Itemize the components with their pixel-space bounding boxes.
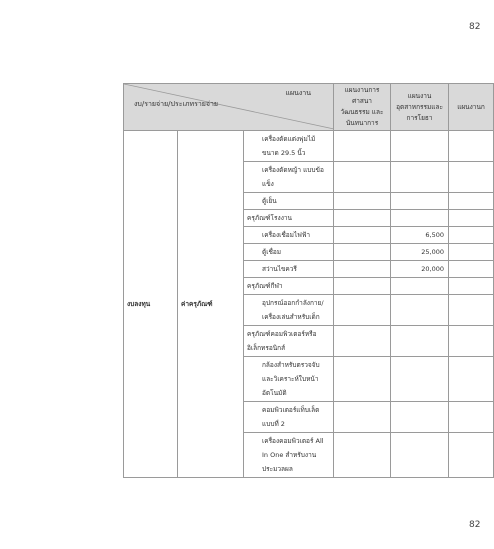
amount-cell (449, 326, 494, 357)
item-label: เครื่องตัดหญ้า แบบข้อแข็ง (244, 162, 334, 193)
item-label: ตู้เย็น (244, 193, 334, 210)
amount-cell (334, 193, 391, 210)
amount-cell (334, 433, 391, 478)
amount-cell (334, 326, 391, 357)
page-number-top: 82 (469, 22, 481, 32)
header-corner-cell (124, 84, 334, 131)
amount-cell (449, 227, 494, 244)
amount-cell (449, 244, 494, 261)
amount-cell (449, 162, 494, 193)
amount-cell (449, 278, 494, 295)
amount-cell: 25,000 (391, 244, 449, 261)
item-label: เครื่องคอมพิวเตอร์ All In One สำหรับงานประมวลผล (244, 433, 334, 478)
amount-cell: 6,500 (391, 227, 449, 244)
item-label: ครุภัณฑ์คอมพิวเตอร์หรืออิเล็กทรอนิกส์ (244, 326, 334, 357)
table-header-row (124, 84, 494, 131)
amount-cell (391, 402, 449, 433)
item-label: เครื่องตัดแต่งพุ่มไม้ ขนาด 29.5 นิ้ว (244, 131, 334, 162)
column-header: แผนงาน อุตสาหกรรมและการโยธา (391, 84, 449, 131)
amount-cell (334, 278, 391, 295)
amount-cell (391, 210, 449, 227)
header-plan-label: แผนงาน (285, 89, 312, 97)
item-label: อุปกรณ์ออกกำลังกาย/เครื่องเล่นสำหรับเด็ก (244, 295, 334, 326)
amount-cell (449, 193, 494, 210)
header-budget-label: งบ/รายจ่าย/ประเภทรายจ่าย (134, 100, 219, 108)
amount-cell (449, 433, 494, 478)
item-label: เครื่องเชื่อมไฟฟ้า (244, 227, 334, 244)
item-label: กล้องสำหรับตรวจจับและวิเคราะห์ใบหน้าอัตโนมัติ (244, 357, 334, 402)
amount-cell (334, 227, 391, 244)
amount-cell (391, 326, 449, 357)
amount-cell (391, 278, 449, 295)
budget-table (123, 83, 494, 478)
column-header: แผนงานการศาสนา วัฒนธรรม และนันทนาการ (334, 84, 391, 131)
amount-cell (449, 402, 494, 433)
amount-cell (449, 261, 494, 278)
column-header: แผนงานก (449, 84, 494, 131)
amount-cell (334, 131, 391, 162)
item-label: คอมพิวเตอร์แท็บเล็ต แบบที่ 2 (244, 402, 334, 433)
amount-cell (334, 210, 391, 227)
table-row (124, 131, 494, 162)
amount-cell (334, 162, 391, 193)
budget-cell: งบลงทุน (124, 131, 178, 478)
amount-cell (334, 402, 391, 433)
amount-cell (334, 244, 391, 261)
item-label: สว่านไขควรี (244, 261, 334, 278)
page-number-bottom: 82 (469, 520, 481, 530)
amount-cell (391, 193, 449, 210)
amount-cell (334, 295, 391, 326)
expense-type-cell: ค่าครุภัณฑ์ (178, 131, 244, 478)
amount-cell: 20,000 (391, 261, 449, 278)
amount-cell (449, 357, 494, 402)
amount-cell (391, 433, 449, 478)
amount-cell (334, 357, 391, 402)
item-label: ตู้เชื่อม (244, 244, 334, 261)
amount-cell (391, 162, 449, 193)
amount-cell (449, 210, 494, 227)
item-label: ครุภัณฑ์โรงงาน (244, 210, 334, 227)
amount-cell (334, 261, 391, 278)
item-label: ครุภัณฑ์กีฬา (244, 278, 334, 295)
amount-cell (449, 295, 494, 326)
amount-cell (449, 131, 494, 162)
amount-cell (391, 295, 449, 326)
amount-cell (391, 357, 449, 402)
amount-cell (391, 131, 449, 162)
